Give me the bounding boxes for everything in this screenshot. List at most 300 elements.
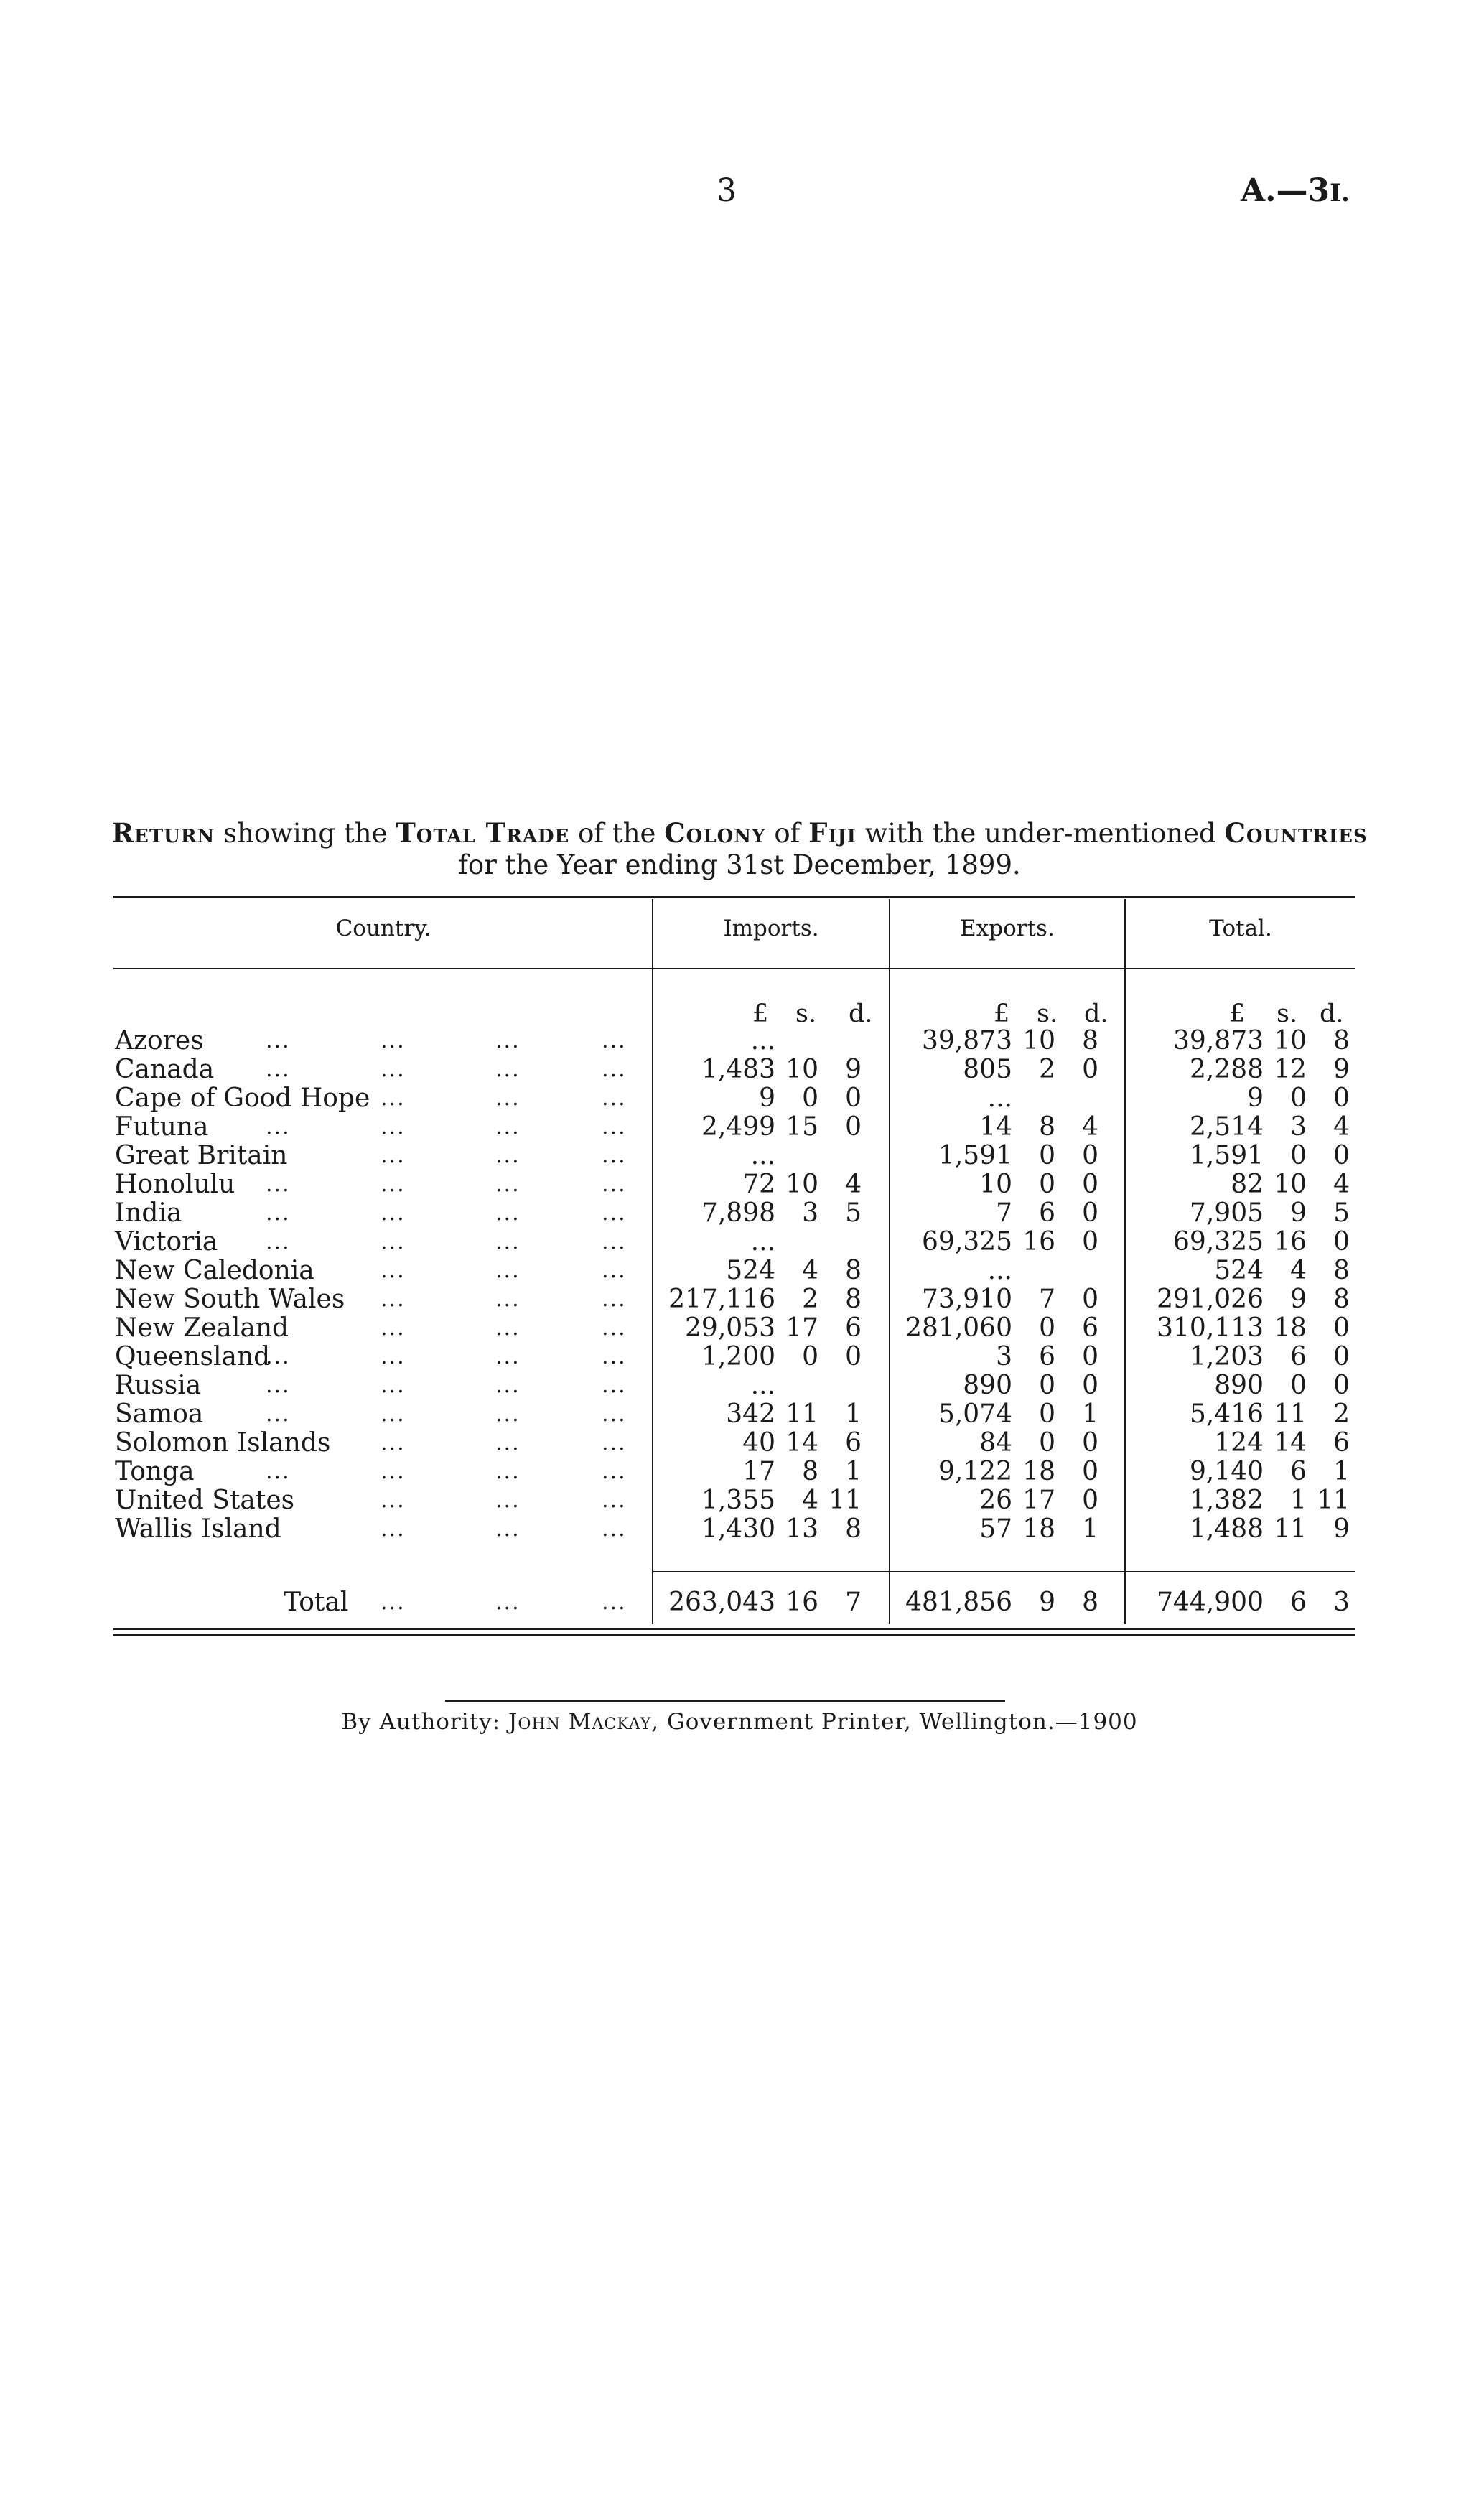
country-name: New Caledonia — [115, 1256, 314, 1285]
imports-pounds: 217,116 — [668, 1285, 775, 1314]
total-pounds: 291,026 — [1157, 1285, 1264, 1314]
caption-text: with the under-mentioned — [856, 818, 1225, 849]
imports-pence: 8 — [845, 1256, 862, 1285]
imports-shillings: 11 — [785, 1399, 818, 1429]
exports-shillings: 8 — [1039, 1112, 1055, 1142]
country-name: Canada — [115, 1055, 215, 1084]
caption-line-2: for the Year ending 31st December, 1899. — [458, 849, 1021, 880]
total-pounds: 1,203 — [1189, 1342, 1264, 1371]
leader-dots: ... — [266, 1201, 291, 1226]
exports-pounds: 39,873 — [922, 1026, 1012, 1056]
total-pounds: 82 — [1231, 1170, 1264, 1199]
leader-dots: ... — [602, 1114, 627, 1140]
exports-pounds: 69,325 — [922, 1227, 1012, 1257]
leader-dots: ... — [495, 1201, 521, 1226]
total-shillings: 0 — [1290, 1084, 1307, 1113]
leader-dots: ... — [602, 1430, 627, 1455]
unit-pence-imports: d. — [849, 999, 873, 1028]
imports-pence: 1 — [845, 1399, 862, 1429]
caption-word: Return — [111, 817, 215, 849]
leader-dots: ... — [602, 1344, 627, 1369]
leader-dots: ... — [381, 1114, 406, 1140]
leader-dots: ... — [381, 1516, 406, 1542]
exports-shillings: 10 — [1022, 1026, 1055, 1056]
exports-shillings: 0 — [1039, 1313, 1055, 1343]
imports-pounds: ... — [750, 1026, 775, 1056]
total-pounds: 1,488 — [1189, 1514, 1264, 1544]
total-pounds: 69,325 — [1173, 1227, 1264, 1257]
imports-shillings: 10 — [785, 1055, 818, 1084]
total-pence: 6 — [1333, 1428, 1350, 1458]
exports-pence: 6 — [1082, 1313, 1098, 1343]
total-pounds: 5,416 — [1189, 1399, 1264, 1429]
exports-pounds: 3 — [996, 1342, 1012, 1371]
exports-shillings: 7 — [1039, 1285, 1055, 1314]
unit-shillings-exports: s. — [1037, 999, 1058, 1028]
table-top-rule — [113, 896, 1355, 898]
leader-dots: ... — [602, 1201, 627, 1226]
exports-pounds: 26 — [979, 1486, 1012, 1515]
imports-shillings: 0 — [802, 1342, 818, 1371]
leader-dots: ... — [602, 1590, 627, 1615]
header-country: Country. — [335, 915, 431, 941]
table-row — [0, 1429, 1484, 1458]
leader-dots: ... — [602, 1459, 627, 1484]
leader-dots: ... — [495, 1229, 521, 1254]
leader-dots: ... — [381, 1488, 406, 1513]
exports-shillings: 16 — [1022, 1227, 1055, 1257]
imports-pounds: 1,355 — [701, 1486, 775, 1515]
exports-pence: 0 — [1082, 1141, 1098, 1170]
bottom-rule — [113, 1628, 1355, 1630]
total-pounds: 39,873 — [1173, 1026, 1264, 1056]
header-rule — [113, 968, 1355, 969]
country-name: Queensland — [115, 1342, 271, 1371]
leader-dots: ... — [495, 1459, 521, 1484]
country-name: Samoa — [115, 1399, 204, 1429]
exports-pence: 1 — [1082, 1514, 1098, 1544]
leader-dots: ... — [495, 1373, 521, 1398]
total-pounds: 310,113 — [1157, 1313, 1264, 1343]
exports-pounds: ... — [987, 1256, 1012, 1285]
total-pence: 5 — [1333, 1198, 1350, 1228]
total-shillings: 0 — [1290, 1371, 1307, 1400]
imports-shillings: 8 — [802, 1457, 818, 1486]
imports-pounds: 40 — [742, 1428, 775, 1458]
imports-pence: 0 — [845, 1084, 862, 1113]
exports-pounds: 805 — [963, 1055, 1012, 1084]
exports-shillings: 2 — [1039, 1055, 1055, 1084]
header-imports: Imports. — [723, 915, 819, 941]
total-pence: 4 — [1333, 1170, 1350, 1199]
unit-pence-total: d. — [1320, 999, 1344, 1028]
total-pence: 0 — [1333, 1084, 1350, 1113]
caption-line-1 — [108, 817, 1371, 849]
total-pence: 8 — [1333, 1256, 1350, 1285]
leader-dots: ... — [266, 1114, 291, 1140]
total-pounds: 7,905 — [1189, 1198, 1264, 1228]
leader-dots: ... — [381, 1344, 406, 1369]
exports-shillings: 0 — [1039, 1141, 1055, 1170]
total-shillings: 11 — [1274, 1399, 1307, 1429]
imports-pence: 0 — [845, 1342, 862, 1371]
country-name: New South Wales — [115, 1285, 345, 1314]
leader-dots: ... — [495, 1143, 521, 1168]
total-imports-shillings: 16 — [785, 1588, 818, 1617]
exports-pence: 0 — [1082, 1198, 1098, 1228]
caption-word: Countries — [1224, 817, 1368, 849]
imports-shillings: 14 — [785, 1428, 818, 1458]
leader-dots: ... — [495, 1344, 521, 1369]
leader-dots: ... — [381, 1143, 406, 1168]
caption-text: of — [765, 818, 809, 849]
total-shillings: 16 — [1274, 1227, 1307, 1257]
imports-shillings: 13 — [785, 1514, 818, 1544]
exports-pence: 0 — [1082, 1055, 1098, 1084]
exports-shillings: 18 — [1022, 1457, 1055, 1486]
leader-dots: ... — [266, 1373, 291, 1398]
imports-pounds: 72 — [742, 1170, 775, 1199]
caption-text: of the — [569, 818, 665, 849]
imports-shillings: 4 — [802, 1486, 818, 1515]
imports-pence: 6 — [845, 1313, 862, 1343]
total-shillings: 1 — [1290, 1486, 1307, 1515]
country-name: Cape of Good Hope — [115, 1084, 370, 1113]
total-pence: 4 — [1333, 1112, 1350, 1142]
total-pounds: 890 — [1214, 1371, 1264, 1400]
leader-dots: ... — [381, 1028, 406, 1053]
total-label: Total — [284, 1588, 349, 1617]
leader-dots: ... — [495, 1315, 521, 1341]
total-exports-pounds: 481,856 — [905, 1588, 1012, 1617]
total-pence: 0 — [1333, 1227, 1350, 1257]
total-pence: 0 — [1333, 1313, 1350, 1343]
total-total-pounds: 744,900 — [1157, 1588, 1264, 1617]
imports-shillings: 3 — [802, 1198, 818, 1228]
exports-shillings: 6 — [1039, 1198, 1055, 1228]
leader-dots: ... — [602, 1516, 627, 1542]
table-row — [0, 1515, 1484, 1544]
exports-pounds: 84 — [979, 1428, 1012, 1458]
table-row — [0, 1314, 1484, 1343]
leader-dots: ... — [266, 1172, 291, 1197]
imprint-rest: , Government Printer, Wellington.—1900 — [651, 1709, 1138, 1735]
total-exports-pence: 8 — [1082, 1588, 1098, 1617]
leader-dots: ... — [381, 1373, 406, 1398]
country-name: Victoria — [115, 1227, 218, 1257]
leader-dots: ... — [266, 1028, 291, 1053]
country-name: Solomon Islands — [115, 1428, 331, 1458]
imports-pence: 8 — [845, 1514, 862, 1544]
country-name: United States — [115, 1486, 295, 1515]
total-total-shillings: 6 — [1290, 1588, 1307, 1617]
leader-dots: ... — [495, 1172, 521, 1197]
leader-dots: ... — [495, 1430, 521, 1455]
exports-pounds: 14 — [979, 1112, 1012, 1142]
leader-dots: ... — [381, 1315, 406, 1341]
total-pounds: 9 — [1247, 1084, 1264, 1113]
caption-word: Total Trade — [396, 817, 570, 849]
imports-pounds: 29,053 — [685, 1313, 775, 1343]
imports-pounds: ... — [750, 1371, 775, 1400]
table-row — [0, 1084, 1484, 1113]
total-pence: 1 — [1333, 1457, 1350, 1486]
exports-pounds: 57 — [979, 1514, 1012, 1544]
total-shillings: 6 — [1290, 1342, 1307, 1371]
leader-dots: ... — [602, 1172, 627, 1197]
exports-shillings: 0 — [1039, 1170, 1055, 1199]
total-pence: 8 — [1333, 1026, 1350, 1056]
total-shillings: 12 — [1274, 1055, 1307, 1084]
exports-pounds: 10 — [979, 1170, 1012, 1199]
total-exports-shillings: 9 — [1039, 1588, 1055, 1617]
leader-dots: ... — [381, 1172, 406, 1197]
total-pence: 11 — [1317, 1486, 1350, 1515]
printer-imprint — [108, 1709, 1371, 1735]
total-shillings: 4 — [1290, 1256, 1307, 1285]
total-pence: 8 — [1333, 1285, 1350, 1314]
table-row — [0, 1257, 1484, 1285]
exports-shillings: 0 — [1039, 1399, 1055, 1429]
exports-pence: 0 — [1082, 1457, 1098, 1486]
leader-dots: ... — [602, 1086, 627, 1111]
imports-pounds: 524 — [726, 1256, 775, 1285]
total-shillings: 6 — [1290, 1457, 1307, 1486]
imports-pence: 1 — [845, 1457, 862, 1486]
imports-pounds: 342 — [726, 1399, 775, 1429]
table-row — [0, 1027, 1484, 1056]
imports-pounds: 2,499 — [701, 1112, 775, 1142]
unit-pence-exports: d. — [1084, 999, 1109, 1028]
imports-shillings: 0 — [802, 1084, 818, 1113]
exports-pounds: 73,910 — [922, 1285, 1012, 1314]
table-row — [0, 1113, 1484, 1142]
leader-dots: ... — [381, 1201, 406, 1226]
leader-dots: ... — [495, 1590, 521, 1615]
exports-shillings: 0 — [1039, 1428, 1055, 1458]
total-shillings: 10 — [1274, 1026, 1307, 1056]
total-shillings: 0 — [1290, 1141, 1307, 1170]
table-row — [0, 1170, 1484, 1199]
leader-dots: ... — [495, 1028, 521, 1053]
leader-dots: ... — [495, 1402, 521, 1427]
total-pounds: 2,288 — [1189, 1055, 1264, 1084]
total-total-pence: 3 — [1333, 1588, 1350, 1617]
unit-pound-imports: £ — [752, 999, 769, 1028]
leader-dots: ... — [381, 1459, 406, 1484]
leader-dots: ... — [495, 1057, 521, 1082]
table-row — [0, 1056, 1484, 1084]
exports-pence: 0 — [1082, 1227, 1098, 1257]
exports-pence: 1 — [1082, 1399, 1098, 1429]
leader-dots: ... — [381, 1258, 406, 1283]
exports-pounds: 1,591 — [938, 1141, 1012, 1170]
bottom-rule-double — [113, 1634, 1355, 1636]
exports-pence: 0 — [1082, 1428, 1098, 1458]
leader-dots: ... — [495, 1114, 521, 1140]
unit-pound-exports: £ — [994, 999, 1010, 1028]
leader-dots: ... — [381, 1430, 406, 1455]
imports-shillings: 10 — [785, 1170, 818, 1199]
leader-dots: ... — [495, 1488, 521, 1513]
leader-dots: ... — [602, 1028, 627, 1053]
total-pounds: 1,591 — [1189, 1141, 1264, 1170]
reference-suffix: I. — [1330, 179, 1350, 208]
table-row — [0, 1400, 1484, 1429]
country-name: Wallis Island — [115, 1514, 281, 1544]
caption-text: showing the — [215, 818, 396, 849]
leader-dots: ... — [266, 1459, 291, 1484]
exports-shillings: 17 — [1022, 1486, 1055, 1515]
leader-dots: ... — [266, 1057, 291, 1082]
leader-dots: ... — [602, 1143, 627, 1168]
leader-dots: ... — [381, 1086, 406, 1111]
exports-shillings: 6 — [1039, 1342, 1055, 1371]
imports-shillings: 4 — [802, 1256, 818, 1285]
total-pounds: 9,140 — [1189, 1457, 1264, 1486]
country-name: India — [115, 1198, 182, 1228]
total-pence: 9 — [1333, 1514, 1350, 1544]
imports-pence: 4 — [845, 1170, 862, 1199]
exports-pounds: 7 — [996, 1198, 1012, 1228]
imports-pounds: 17 — [742, 1457, 775, 1486]
exports-pence: 0 — [1082, 1371, 1098, 1400]
total-shillings: 3 — [1290, 1112, 1307, 1142]
total-shillings: 14 — [1274, 1428, 1307, 1458]
total-shillings: 9 — [1290, 1285, 1307, 1314]
leader-dots: ... — [381, 1402, 406, 1427]
leader-dots: ... — [381, 1229, 406, 1254]
imports-pounds: 7,898 — [701, 1198, 775, 1228]
leader-dots: ... — [266, 1229, 291, 1254]
country-name: Russia — [115, 1371, 202, 1400]
exports-pence: 0 — [1082, 1342, 1098, 1371]
total-pounds: 124 — [1214, 1428, 1264, 1458]
imports-pounds: 9 — [759, 1084, 775, 1113]
country-name: New Zealand — [115, 1313, 289, 1343]
table-row — [0, 1142, 1484, 1170]
imports-shillings: 17 — [785, 1313, 818, 1343]
country-name: Honolulu — [115, 1170, 235, 1199]
page-number: 3 — [717, 172, 737, 209]
leader-dots: ... — [495, 1516, 521, 1542]
leader-dots: ... — [602, 1287, 627, 1312]
leader-dots: ... — [495, 1287, 521, 1312]
exports-pounds: 890 — [963, 1371, 1012, 1400]
exports-pounds: ... — [987, 1084, 1012, 1113]
leader-dots: ... — [495, 1086, 521, 1111]
header-total: Total. — [1209, 915, 1272, 941]
unit-pound-total: £ — [1229, 999, 1246, 1028]
imports-pounds: ... — [750, 1141, 775, 1170]
leader-dots: ... — [602, 1258, 627, 1283]
total-pence: 0 — [1333, 1342, 1350, 1371]
imports-pence: 11 — [829, 1486, 862, 1515]
exports-pounds: 281,060 — [905, 1313, 1012, 1343]
total-row — [0, 1588, 1484, 1617]
total-imports-pence: 7 — [845, 1588, 862, 1617]
imports-shillings: 2 — [802, 1285, 818, 1314]
imports-pence: 5 — [845, 1198, 862, 1228]
imports-shillings: 15 — [785, 1112, 818, 1142]
total-rule — [652, 1571, 1355, 1572]
imports-pence: 6 — [845, 1428, 862, 1458]
total-pence: 9 — [1333, 1055, 1350, 1084]
imports-pounds: 1,430 — [701, 1514, 775, 1544]
country-name: Great Britain — [115, 1141, 288, 1170]
unit-shillings-total: s. — [1277, 999, 1298, 1028]
exports-shillings: 0 — [1039, 1371, 1055, 1400]
table-row — [0, 1285, 1484, 1314]
table-row — [0, 1199, 1484, 1228]
total-shillings: 18 — [1274, 1313, 1307, 1343]
total-imports-pounds: 263,043 — [668, 1588, 775, 1617]
total-pence: 0 — [1333, 1141, 1350, 1170]
imprint-by: By Authority: — [341, 1709, 501, 1735]
imports-pounds: 1,483 — [701, 1055, 775, 1084]
imprint-printer-name: John Mackay — [508, 1709, 652, 1735]
imports-pence: 9 — [845, 1055, 862, 1084]
table-caption — [108, 817, 1371, 881]
total-shillings: 9 — [1290, 1198, 1307, 1228]
leader-dots: ... — [381, 1057, 406, 1082]
exports-pence: 8 — [1082, 1026, 1098, 1056]
leader-dots: ... — [602, 1229, 627, 1254]
leader-dots: ... — [381, 1590, 406, 1615]
total-pounds: 2,514 — [1189, 1112, 1264, 1142]
leader-dots: ... — [602, 1373, 627, 1398]
total-shillings: 11 — [1274, 1514, 1307, 1544]
table-row — [0, 1371, 1484, 1400]
country-name: Futuna — [115, 1112, 209, 1142]
leader-dots: ... — [602, 1488, 627, 1513]
leader-dots: ... — [266, 1402, 291, 1427]
leader-dots: ... — [602, 1315, 627, 1341]
country-name: Tonga — [115, 1457, 195, 1486]
leader-dots: ... — [266, 1344, 291, 1369]
footer-rule — [445, 1700, 1005, 1702]
exports-pence: 4 — [1082, 1112, 1098, 1142]
table-row — [0, 1458, 1484, 1486]
imports-pence: 0 — [845, 1112, 862, 1142]
document-reference — [1241, 172, 1350, 209]
total-pounds: 1,382 — [1189, 1486, 1264, 1515]
caption-word: Fiji — [808, 817, 857, 849]
table-row — [0, 1343, 1484, 1371]
exports-shillings: 18 — [1022, 1514, 1055, 1544]
leader-dots: ... — [381, 1287, 406, 1312]
total-pounds: 524 — [1214, 1256, 1264, 1285]
total-pence: 2 — [1333, 1399, 1350, 1429]
imports-pounds: 1,200 — [701, 1342, 775, 1371]
exports-pence: 0 — [1082, 1486, 1098, 1515]
imports-pence: 8 — [845, 1285, 862, 1314]
leader-dots: ... — [495, 1258, 521, 1283]
exports-pounds: 5,074 — [938, 1399, 1012, 1429]
table-row — [0, 1486, 1484, 1515]
total-pence: 0 — [1333, 1371, 1350, 1400]
reference-code: A.—3 — [1241, 172, 1330, 209]
table-row — [0, 1228, 1484, 1257]
exports-pence: 0 — [1082, 1170, 1098, 1199]
leader-dots: ... — [602, 1057, 627, 1082]
header-exports: Exports. — [960, 915, 1055, 941]
country-name: Azores — [115, 1026, 204, 1056]
leader-dots: ... — [602, 1402, 627, 1427]
exports-pence: 0 — [1082, 1285, 1098, 1314]
caption-word: Colony — [664, 817, 766, 849]
unit-shillings-imports: s. — [795, 999, 817, 1028]
